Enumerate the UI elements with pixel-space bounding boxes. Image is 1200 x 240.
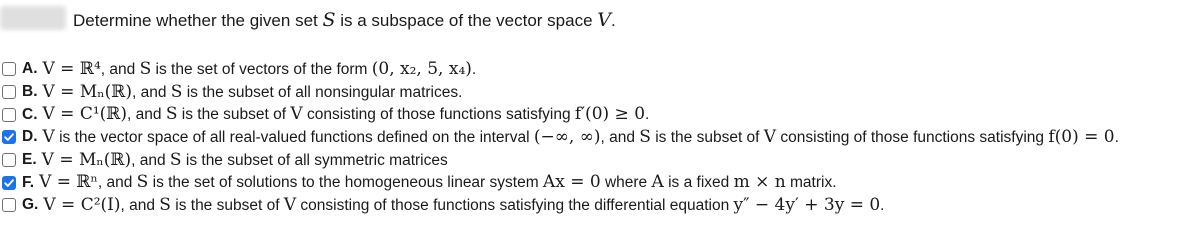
choice-d[interactable] — [0, 126, 1200, 149]
math-expression: S — [165, 104, 178, 125]
choice-text-fragment: is the subset of all nonsingular matrices. — [182, 83, 463, 101]
checkbox[interactable] — [2, 176, 16, 190]
checkbox[interactable] — [2, 62, 16, 76]
choice-text-fragment: , and — [120, 196, 160, 214]
checkmark-icon — [3, 177, 15, 189]
choice-text-fragment: . — [1114, 128, 1119, 146]
question-header — [0, 0, 1200, 40]
math-expression: V — [763, 126, 777, 147]
checkbox[interactable] — [2, 130, 16, 144]
math-expression: S — [136, 172, 149, 193]
choice-text-fragment: , and — [131, 83, 171, 101]
math-expression: S — [170, 81, 183, 102]
math-expression: y″ − 4y′ + 3y = 0 — [733, 194, 881, 215]
math-expression: A — [651, 172, 664, 193]
choice-letter: A. — [22, 60, 38, 78]
math-expression: S — [639, 126, 651, 147]
math-expression: Ax = 0 — [542, 172, 601, 193]
math-expression: V = C²(I) — [43, 194, 121, 215]
choice-letter: G. — [22, 196, 39, 214]
answer-choices — [0, 58, 1200, 217]
math-expression: (−∞, ∞) — [533, 126, 601, 147]
choice-text — [43, 82, 463, 103]
checkbox[interactable] — [2, 198, 16, 212]
choice-text-fragment: where — [600, 174, 652, 192]
choice-text-fragment: is the subset of — [650, 128, 764, 146]
choice-text-fragment: , and — [97, 174, 137, 192]
choice-text-fragment: . — [645, 106, 650, 124]
choice-text-fragment: , and — [100, 60, 140, 78]
choice-text — [43, 127, 1119, 148]
blurred-logo — [0, 6, 66, 30]
choice-f[interactable] — [0, 171, 1200, 194]
choice-text-fragment: is the set of solutions to the homogeneous linear system — [148, 174, 543, 192]
choice-text — [43, 104, 650, 125]
choice-text-fragment: . — [880, 196, 885, 214]
choice-text-fragment: is a fixed — [663, 174, 734, 192]
choice-text-fragment: is the subset of all symmetric matrices — [181, 151, 448, 169]
choice-letter: D. — [22, 128, 38, 146]
choice-text-fragment: matrix. — [785, 174, 837, 192]
math-expression: V = Mₙ(ℝ) — [41, 149, 132, 170]
choice-text-fragment: is the subset of — [170, 196, 284, 214]
math-expression: m × n — [733, 172, 786, 193]
choice-text-fragment: , and — [600, 128, 640, 146]
choice-text — [43, 59, 477, 80]
math-expression: V — [290, 104, 303, 125]
choice-letter: B. — [22, 83, 38, 101]
choice-text-fragment: consisting of those functions satisfying — [776, 128, 1049, 146]
choice-letter: F. — [22, 173, 35, 191]
choice-text-fragment: , and — [131, 151, 170, 169]
choice-c[interactable] — [0, 103, 1200, 126]
choice-text-fragment: is the vector space of all real-valued functions defined on the interval — [54, 128, 534, 146]
choice-letter: E. — [22, 151, 37, 169]
math-expression: f(0) = 0 — [1048, 126, 1115, 147]
math-expression: f′(0) ≥ 0 — [574, 104, 646, 125]
choice-text — [43, 195, 884, 216]
choice-text-fragment: , and — [127, 106, 166, 124]
checkmark-icon — [3, 131, 15, 143]
choice-text-fragment: . — [471, 60, 477, 78]
math-expression: S — [159, 194, 171, 215]
math-expression: V = ℝ⁴ — [42, 58, 101, 79]
math-expression: V = Mₙ(ℝ) — [42, 81, 132, 102]
checkbox[interactable] — [2, 85, 16, 99]
choice-g[interactable] — [0, 194, 1200, 217]
choice-text — [39, 172, 836, 193]
choice-e[interactable] — [0, 149, 1200, 172]
math-expression: S — [139, 58, 152, 79]
checkbox[interactable] — [2, 108, 16, 122]
math-expression: V — [42, 126, 55, 147]
choice-text-fragment: is the subset of — [177, 106, 291, 124]
math-expression: V — [283, 194, 297, 215]
choice-text — [42, 150, 448, 171]
question-text: Determine whether the given set S is a subspace of the vector space V. — [73, 9, 616, 31]
math-expression: V = ℝⁿ — [39, 172, 98, 193]
math-expression: (0, x₂, 5, x₄) — [371, 58, 472, 79]
choice-text-fragment: consisting of those functions satisfying the differential equation — [296, 196, 734, 214]
math-expression: S — [169, 149, 182, 170]
choice-text-fragment: consisting of those functions satisfying — [302, 106, 575, 124]
math-expression: V = C¹(ℝ) — [42, 104, 128, 125]
choice-letter: C. — [22, 105, 38, 123]
choice-a[interactable] — [0, 58, 1200, 81]
checkbox[interactable] — [2, 153, 16, 167]
choice-text-fragment: is the set of vectors of the form — [151, 60, 372, 78]
choice-b[interactable] — [0, 81, 1200, 104]
